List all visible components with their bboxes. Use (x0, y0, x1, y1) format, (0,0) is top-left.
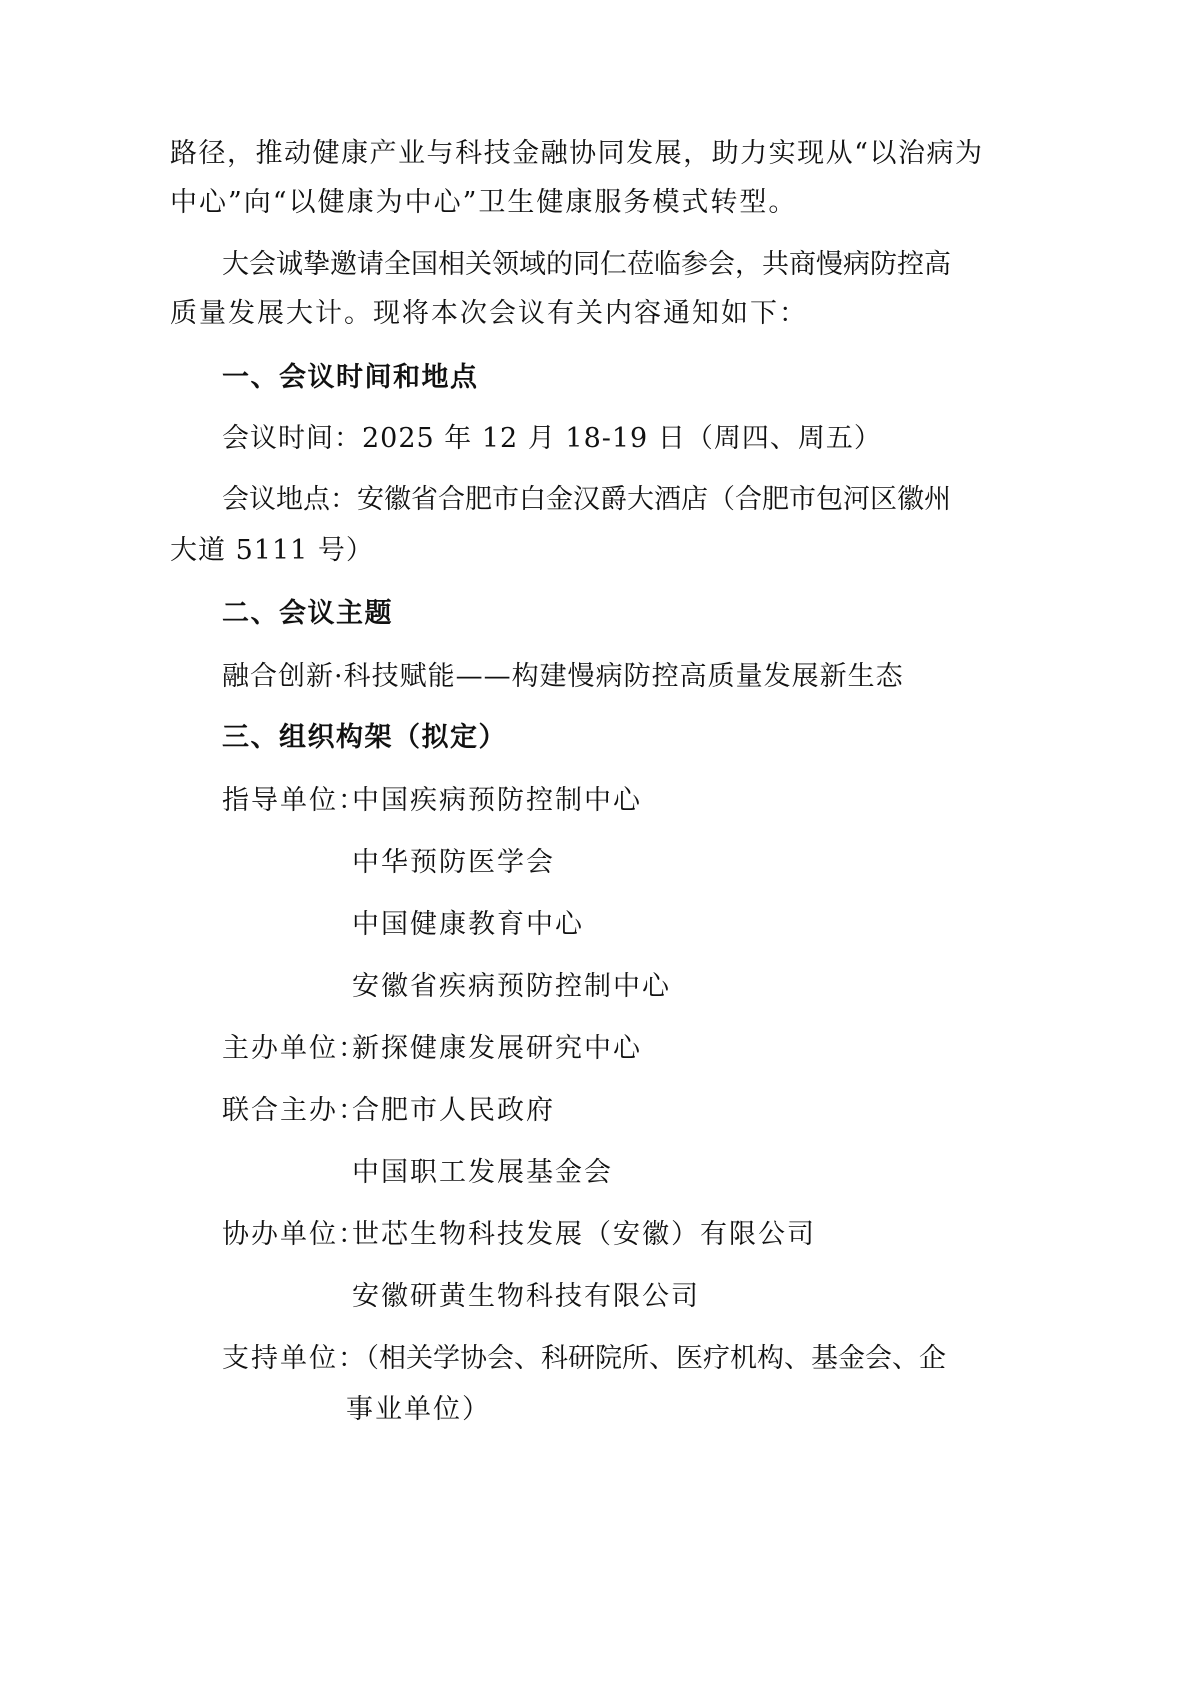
host-unit-item: 新探健康发展研究中心 (352, 1033, 642, 1064)
section-2-heading: 二、会议主题 (222, 598, 393, 629)
section-1-heading: 一、会议时间和地点 (222, 362, 479, 393)
cohost-unit-item: 中国职工发展基金会 (352, 1157, 613, 1188)
meeting-theme: 融合创新·科技赋能——构建慢病防控高质量发展新生态 (222, 661, 904, 692)
meeting-venue-line-2: 大道 5111 号） (170, 535, 374, 566)
coorganizer-unit-label: 协办单位： (222, 1219, 367, 1250)
guiding-unit-label: 指导单位： (222, 785, 367, 816)
intro-paragraph-1-line-1: 路径，推动健康产业与科技金融协同发展，助力实现从“以治病为 (170, 138, 982, 169)
guiding-unit-item: 安徽省疾病预防控制中心 (352, 971, 671, 1002)
section-3-heading: 三、组织构架（拟定） (222, 722, 507, 753)
coorganizer-unit-item: 世芯生物科技发展（安徽）有限公司 (352, 1219, 816, 1250)
cohost-unit-item: 合肥市人民政府 (352, 1095, 555, 1126)
meeting-time: 会议时间：2025 年 12 月 18-19 日（周四、周五） (222, 423, 882, 454)
intro-paragraph-2-line-1: 大会诚挚邀请全国相关领域的同仁莅临参会，共商慢病防控高 (222, 249, 951, 280)
support-unit-line-1: （相关学协会、科研院所、医疗机构、基金会、企 (352, 1343, 946, 1374)
guiding-unit-item: 中国健康教育中心 (352, 909, 584, 940)
coorganizer-unit-item: 安徽研黄生物科技有限公司 (352, 1281, 700, 1312)
intro-paragraph-2-line-2: 质量发展大计。现将本次会议有关内容通知如下： (170, 298, 808, 329)
support-unit-line-2: 事业单位） (346, 1394, 491, 1425)
guiding-unit-item: 中国疾病预防控制中心 (352, 785, 642, 816)
support-unit-label: 支持单位： (222, 1343, 367, 1374)
host-unit-label: 主办单位： (222, 1033, 367, 1064)
meeting-venue-line-1: 会议地点：安徽省合肥市白金汉爵大酒店（合肥市包河区徽州 (222, 484, 951, 515)
intro-paragraph-1-line-2: 中心”向“以健康为中心”卫生健康服务模式转型。 (170, 187, 798, 218)
cohost-unit-label: 联合主办： (222, 1095, 367, 1126)
guiding-unit-item: 中华预防医学会 (352, 847, 555, 878)
